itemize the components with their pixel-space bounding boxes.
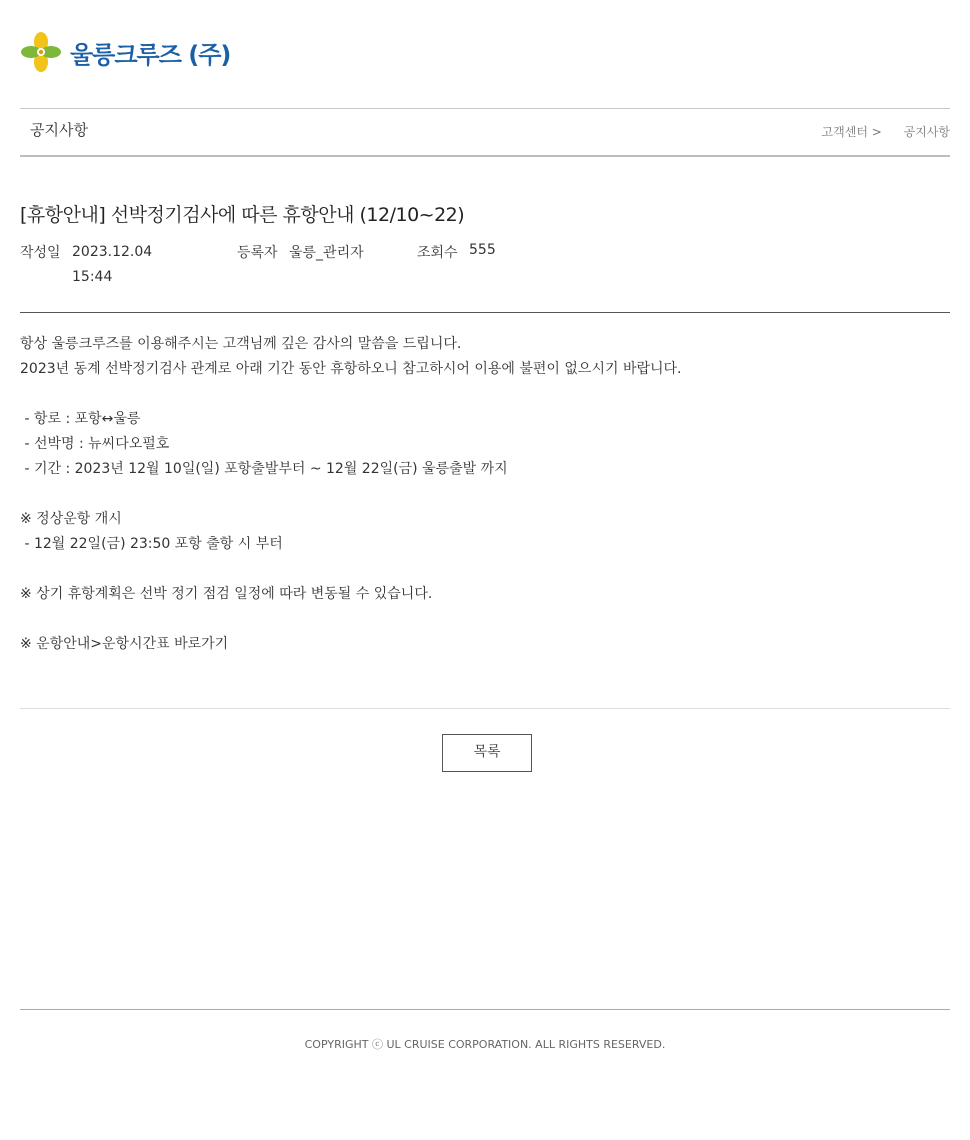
views-label: 조회수 [417,245,458,261]
author-value: 울릉_관리자 [289,245,364,261]
breadcrumb [818,123,950,140]
content-divider [20,708,950,709]
list-button[interactable]: 목록 [442,734,532,772]
schedule-link[interactable]: ※ 운항안내>운항시간표 바로가기 [20,636,229,652]
body-line: - 항로 : 포항↔울릉 [20,411,141,427]
body-line: 항상 울릉크루즈를 이용해주시는 고객님께 깊은 감사의 말씀을 드립니다. [20,336,462,352]
views-value: 555 [469,242,496,258]
body-line [20,557,950,582]
body-line: - 기간 : 2023년 12월 10일(일) 포항출발부터 ~ 12월 22일(금) 울릉출발 까지 [20,461,508,477]
body-line: 2023년 동계 선박정기검사 관계로 아래 기간 동안 휴항하오니 참고하시어 이용에 불편이 없으시기 바랍니다. [20,361,682,377]
logo[interactable] [20,30,230,74]
breadcrumb-item-notice[interactable]: 공지사항 [903,125,950,139]
body-line: - 12월 22일(금) 23:50 포항 출항 시 부터 [20,536,283,552]
body-line: ※ 상기 휴항계획은 선박 정기 점검 일정에 따라 변동될 수 있습니다. [20,586,433,602]
flower-logo-icon [20,31,62,73]
post-title: [휴항안내] 선박정기검사에 따른 휴항안내 (12/10~22) [20,204,465,226]
title-divider [20,312,950,313]
author-label: 등록자 [237,245,278,261]
date-value: 2023.12.04 15:44 [72,244,153,285]
date-label: 작성일 [20,245,61,261]
breadcrumb-item-customer-center[interactable]: 고객센터 > [821,125,882,139]
section-title: 공지사항 [30,121,88,139]
body-line [20,482,950,507]
footer-divider [20,1009,950,1010]
body-line: - 선박명 : 뉴씨다오펄호 [20,436,170,452]
body-line: ※ 정상운항 개시 [20,511,122,527]
body-line [20,382,950,407]
section-header [20,108,950,157]
body-line [20,607,950,632]
copyright-text: COPYRIGHT ⓒ UL CRUISE CORPORATION. ALL RIGHTS RESERVED. [304,1038,666,1051]
brand-name: 울릉크루즈 (주) [70,40,231,69]
post-body [20,332,950,657]
